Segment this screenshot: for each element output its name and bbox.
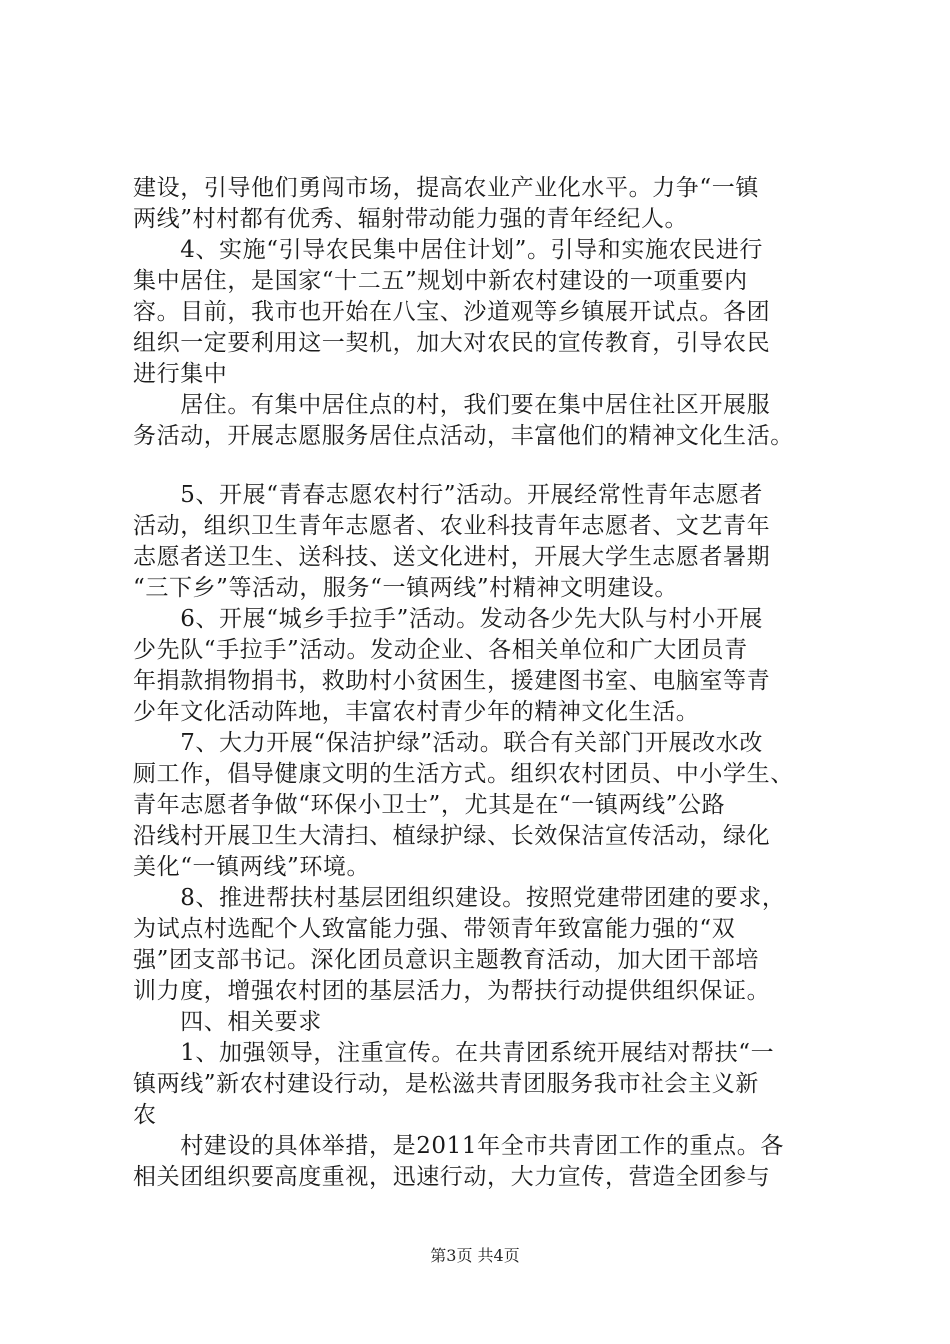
text-line: 美化“一镇两线”环境。 xyxy=(133,854,371,880)
text-line: 务活动，开展志愿服务居住点活动，丰富他们的精神文化生活。 xyxy=(133,423,794,449)
text-line: 村建设的具体举措，是2011年全市共青团工作的重点。各 xyxy=(133,1133,784,1159)
text-line: 沿线村开展卫生大清扫、植绿护绿、长效保洁宣传活动，绿化 xyxy=(133,823,771,849)
text-line: 6、开展“城乡手拉手”活动。发动各少先大队与村小开展 xyxy=(133,606,763,632)
text-line: 活动，组织卫生青年志愿者、农业科技青年志愿者、文艺青年 xyxy=(133,513,771,539)
text-line: 组织一定要利用这一契机，加大对农民的宣传教育，引导农民 xyxy=(133,330,771,356)
text-line: 5、开展“青春志愿农村行”活动。开展经常性青年志愿者 xyxy=(133,482,763,508)
text-line: 进行集中 xyxy=(133,361,228,387)
text-line: 镇两线”新农村建设行动，是松滋共青团服务我市社会主义新 xyxy=(133,1071,759,1097)
text-line: 集中居住，是国家“十二五”规划中新农村建设的一项重要内 xyxy=(133,268,748,294)
text-line: “三下乡”等活动，服务“一镇两线”村精神文明建设。 xyxy=(133,575,679,601)
text-line: 年捐款捐物捐书，救助村小贫困生，援建图书室、电脑室等青 xyxy=(133,668,771,694)
section-heading: 四、相关要求 xyxy=(133,1009,322,1035)
text-line: 容。目前，我市也开始在八宝、沙道观等乡镇展开试点。各团 xyxy=(133,299,771,325)
text-line: 8、推进帮扶村基层团组织建设。按照党建带团建的要求， xyxy=(133,885,786,911)
text-line: 强”团支部书记。深化团员意识主题教育活动，加大团干部培 xyxy=(133,947,759,973)
text-line: 居住。有集中居住点的村，我们要在集中居住社区开展服 xyxy=(133,392,771,418)
text-line: 4、实施“引导农民集中居住计划”。引导和实施农民进行 xyxy=(133,237,763,263)
text-line: 农 xyxy=(133,1102,157,1128)
text-line: 为试点村选配个人致富能力强、带领青年致富能力强的“双 xyxy=(133,916,736,942)
text-line: 1、加强领导，注重宣传。在共青团系统开展结对帮扶“一 xyxy=(133,1040,775,1066)
text-line: 厕工作，倡导健康文明的生活方式。组织农村团员、中小学生、 xyxy=(133,761,794,787)
text-line: 少年文化活动阵地，丰富农村青少年的精神文化生活。 xyxy=(133,699,700,725)
text-line: 相关团组织要高度重视，迅速行动，大力宣传，营造全团参与 xyxy=(133,1164,771,1190)
text-line: 青年志愿者争做“环保小卫士”，尤其是在“一镇两线”公路 xyxy=(133,792,726,818)
text-line: 志愿者送卫生、送科技、送文化进村，开展大学生志愿者暑期 xyxy=(133,544,771,570)
text-line: 少先队“手拉手”活动。发动企业、各相关单位和广大团员青 xyxy=(133,637,748,663)
text-line: 建设，引导他们勇闯市场，提高农业产业化水平。力争“一镇 xyxy=(133,175,759,201)
page-number-footer: 第3页 共4页 xyxy=(430,1246,520,1265)
text-line: 训力度，增强农村团的基层活力，为帮扶行动提供组织保证。 xyxy=(133,978,771,1004)
text-line: 7、大力开展“保洁护绿”活动。联合有关部门开展改水改 xyxy=(133,730,763,756)
text-line: 两线”村村都有优秀、辐射带动能力强的青年经纪人。 xyxy=(133,206,689,232)
